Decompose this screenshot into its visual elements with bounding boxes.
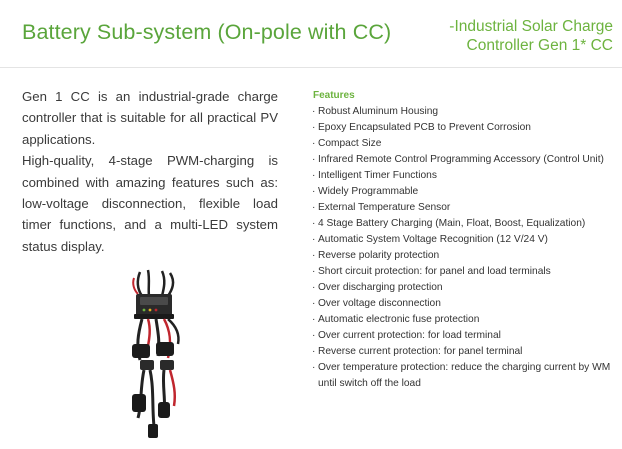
feature-item: · Automatic System Voltage Recognition (12 V/24 V)	[312, 232, 622, 248]
bullet-icon: ·	[312, 314, 316, 325]
feature-item: · Widely Programmable	[312, 184, 622, 200]
bullet-icon: ·	[312, 298, 316, 309]
bullet-icon: ·	[312, 154, 316, 165]
feature-item: · Infrared Remote Control Programming Accessory (Control Unit)	[312, 152, 622, 168]
bullet-icon: ·	[312, 138, 316, 149]
bullet-icon: ·	[312, 186, 316, 197]
bullet-icon: ·	[312, 266, 316, 277]
feature-item: · Compact Size	[312, 136, 622, 152]
feature-item: · Reverse current protection: for panel terminal	[312, 344, 622, 360]
bullet-icon: ·	[312, 170, 316, 181]
page-subtitle	[449, 17, 613, 55]
charge-controller-illustration	[118, 268, 198, 440]
feature-item: · Intelligent Timer Functions	[312, 168, 622, 184]
bullet-icon: ·	[312, 218, 316, 229]
page-title: Battery Sub-system (On-pole with CC)	[22, 20, 392, 44]
bullet-icon: ·	[312, 122, 316, 133]
header-divider	[0, 67, 622, 68]
subtitle-line-1: -Industrial Solar Charge	[449, 18, 613, 35]
feature-item: · 4 Stage Battery Charging (Main, Float, Boost, Equalization)	[312, 216, 622, 232]
feature-item: · Over voltage disconnection	[312, 296, 622, 312]
features-list	[312, 104, 622, 392]
bullet-icon: ·	[312, 250, 316, 261]
feature-item: · Over temperature protection: reduce the charging current by WM until switch off the load	[312, 362, 611, 389]
features-heading: Features	[313, 90, 355, 101]
bullet-icon: ·	[312, 106, 316, 117]
bullet-icon: ·	[312, 330, 316, 341]
feature-item: · Over current protection: for load terminal	[312, 328, 622, 344]
intro-paragraph-2: High-quality, 4-stage PWM-charging is combined with amazing features such as: low-voltage disconnection, flexible load timer functions, and a multi-LED system status display.	[22, 153, 278, 254]
charge-controller-product-photo	[118, 268, 198, 440]
intro-text	[22, 86, 278, 257]
feature-item: · Automatic electronic fuse protection	[312, 312, 622, 328]
features-section	[312, 90, 622, 392]
bullet-icon: ·	[312, 202, 316, 213]
feature-item: · Reverse polarity protection	[312, 248, 622, 264]
bullet-icon: ·	[312, 362, 316, 373]
bullet-icon: ·	[312, 282, 316, 293]
feature-item: · External Temperature Sensor	[312, 200, 622, 216]
intro-paragraph-1: Gen 1 CC is an industrial-grade charge controller that is suitable for all practical PV applications.	[22, 89, 278, 147]
feature-item: · Epoxy Encapsulated PCB to Prevent Corrosion	[312, 120, 622, 136]
feature-item: · Robust Aluminum Housing	[312, 104, 622, 120]
feature-item: · Short circuit protection: for panel and load terminals	[312, 264, 622, 280]
bullet-icon: ·	[312, 234, 316, 245]
subtitle-line-2: Controller Gen 1* CC	[466, 37, 613, 54]
bullet-icon: ·	[312, 346, 316, 357]
feature-item: · Over discharging protection	[312, 280, 622, 296]
